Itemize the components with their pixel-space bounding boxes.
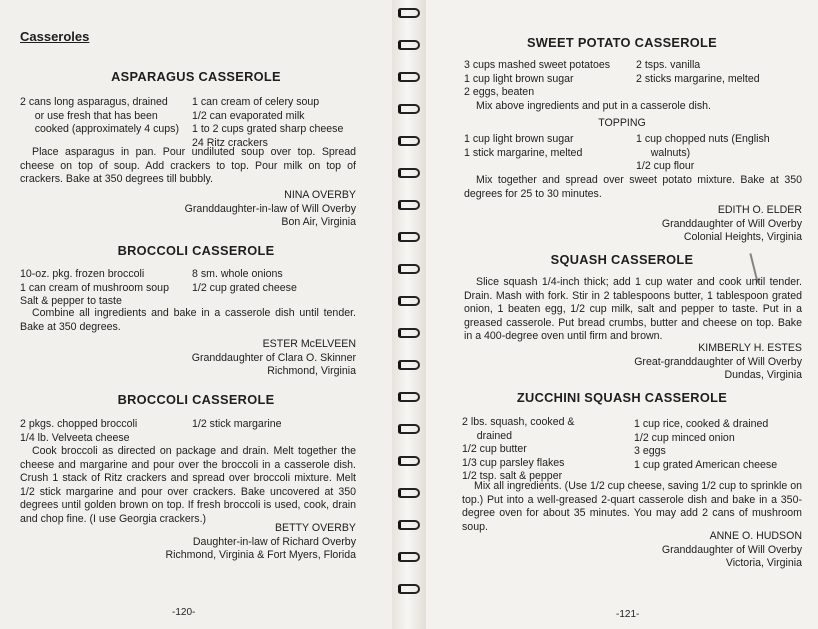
binding-ring [398, 264, 420, 274]
binding-ring [398, 104, 420, 114]
ingredients-right: 2 tsps. vanilla 2 sticks margarine, melted [636, 59, 760, 85]
ingredients-right: 8 sm. whole onions 1/2 cup grated cheese [192, 268, 297, 294]
ingredients-left: 3 cups mashed sweet potatoes 1 cup light brown sugar 2 eggs, beaten [464, 59, 611, 98]
contributor: KIMBERLY H. ESTES Great-granddaughter of Will Overby Dundas, Virginia [634, 342, 802, 381]
recipe-title: BROCCOLI CASSEROLE [117, 392, 275, 407]
ingredients-right: 1 cup rice, cooked & drained 1/2 cup minced onion 3 eggs 1 cup grated American cheese [634, 418, 778, 471]
directions: Mix above ingredients and put in a casserole dish. [476, 100, 711, 112]
binding-ring [398, 328, 420, 338]
section-title: Casseroles [20, 29, 90, 44]
recipe-title: BROCCOLI CASSEROLE [117, 243, 275, 258]
binding-ring [398, 392, 420, 402]
binding-ring [398, 456, 420, 466]
ingredients-left: 2 cans long asparagus, drained or use fresh that has been cooked (approximately 4 cups) [20, 96, 179, 135]
contributor: BETTY OVERBY Daughter-in-law of Richard Overby Richmond, Virginia & Fort Myers, Florida [165, 522, 356, 561]
right-page [426, 0, 818, 629]
recipe-title: SQUASH CASSEROLE [550, 252, 694, 267]
recipe-title: ZUCCHINI SQUASH CASSEROLE [516, 390, 728, 405]
contributor: NINA OVERBY Granddaughter-in-law of Will Overby Bon Air, Virginia [184, 189, 356, 228]
ingredients-left: 2 pkgs. chopped broccoli 1/4 lb. Velveeta cheese [20, 418, 138, 444]
contributor: EDITH O. ELDER Granddaughter of Will Overby Colonial Heights, Virginia [661, 204, 802, 243]
spiral-binding [392, 0, 426, 629]
binding-ring [398, 200, 420, 210]
binding-ring [398, 520, 420, 530]
directions: Mix all ingredients. (Use 1/2 cup cheese, saving 1/2 cup to sprinkle on top.) Put into a well-greased 2-quart casserole dish and bake in a 350-degree oven for about 35 minutes. You may add 2 cans of mushroom soup. [462, 480, 802, 533]
recipe-title: ASPARAGUS CASSEROLE [111, 69, 281, 84]
recipe-title: SWEET POTATO CASSEROLE [526, 35, 718, 50]
binding-ring [398, 232, 420, 242]
ingredients-left: 2 lbs. squash, cooked & drained 1/2 cup butter 1/3 cup parsley flakes 1/2 tsp. salt & pepper [462, 416, 575, 482]
topping-label: TOPPING [598, 117, 646, 129]
contributor: ESTER McELVEEN Granddaughter of Clara O. Skinner Richmond, Virginia [191, 338, 356, 377]
binding-ring [398, 488, 420, 498]
ingredients-left: 10-oz. pkg. frozen broccoli 1 can cream of mushroom soup Salt & pepper to taste [20, 268, 169, 307]
topping-directions: Mix together and spread over sweet potato mixture. Bake at 350 degrees for 25 to 30 minutes. [464, 174, 802, 200]
binding-ring [398, 552, 420, 562]
directions: Combine all ingredients and bake in a casserole dish until tender. Bake at 350 degrees. [20, 307, 356, 333]
binding-ring [398, 72, 420, 82]
binding-ring [398, 136, 420, 146]
binding-ring [398, 296, 420, 306]
topping-right: 1 cup chopped nuts (English walnuts) 1/2 cup flour [636, 133, 770, 172]
ingredients-right: 1/2 stick margarine [192, 418, 282, 430]
page-number: -120- [172, 607, 196, 618]
binding-ring [398, 40, 420, 50]
topping-left: 1 cup light brown sugar 1 stick margarine, melted [464, 133, 583, 159]
directions: Slice squash 1/4-inch thick; add 1 cup water and cook until tender. Drain. Mash with fork. Stir in 2 tablespoons butter, 1 tablespoon grated onion, 1 beaten egg, 1/2 cup milk, salt and pepper to taste. Put in a greased casserole. Put bread crumbs, butter and cheese on top. Bake in a 400-degree oven until firm and brown. [464, 276, 802, 342]
directions: Place asparagus in pan. Pour undiluted soup over top. Spread cheese on top of soup. Add crackers to top. Pour milk on top of crackers. Bake at 350 degrees till bubbly. [20, 146, 356, 185]
binding-ring [398, 8, 420, 18]
directions: Cook broccoli as directed on package and drain. Melt together the cheese and margarine and pour over the broccoli in a casserole dish. Crush 1 stack of Ritz crackers and spread over broccoli mixture. Melt 1/2 stick margarine and pour over crackers. Bake uncovered at 350 degrees until golden brown on top. If fresh broccoli is used, cook, drain and chop fine. (I use Georgia crackers.) [20, 445, 356, 525]
binding-ring [398, 424, 420, 434]
left-page [0, 0, 392, 629]
page-number: -121- [616, 609, 640, 620]
contributor: ANNE O. HUDSON Granddaughter of Will Overby Victoria, Virginia [661, 530, 802, 569]
ingredients-right: 1 can cream of celery soup 1/2 can evaporated milk 1 to 2 cups grated sharp cheese 24 Ritz crackers [192, 96, 344, 149]
binding-ring [398, 584, 420, 594]
binding-ring [398, 360, 420, 370]
binding-ring [398, 168, 420, 178]
